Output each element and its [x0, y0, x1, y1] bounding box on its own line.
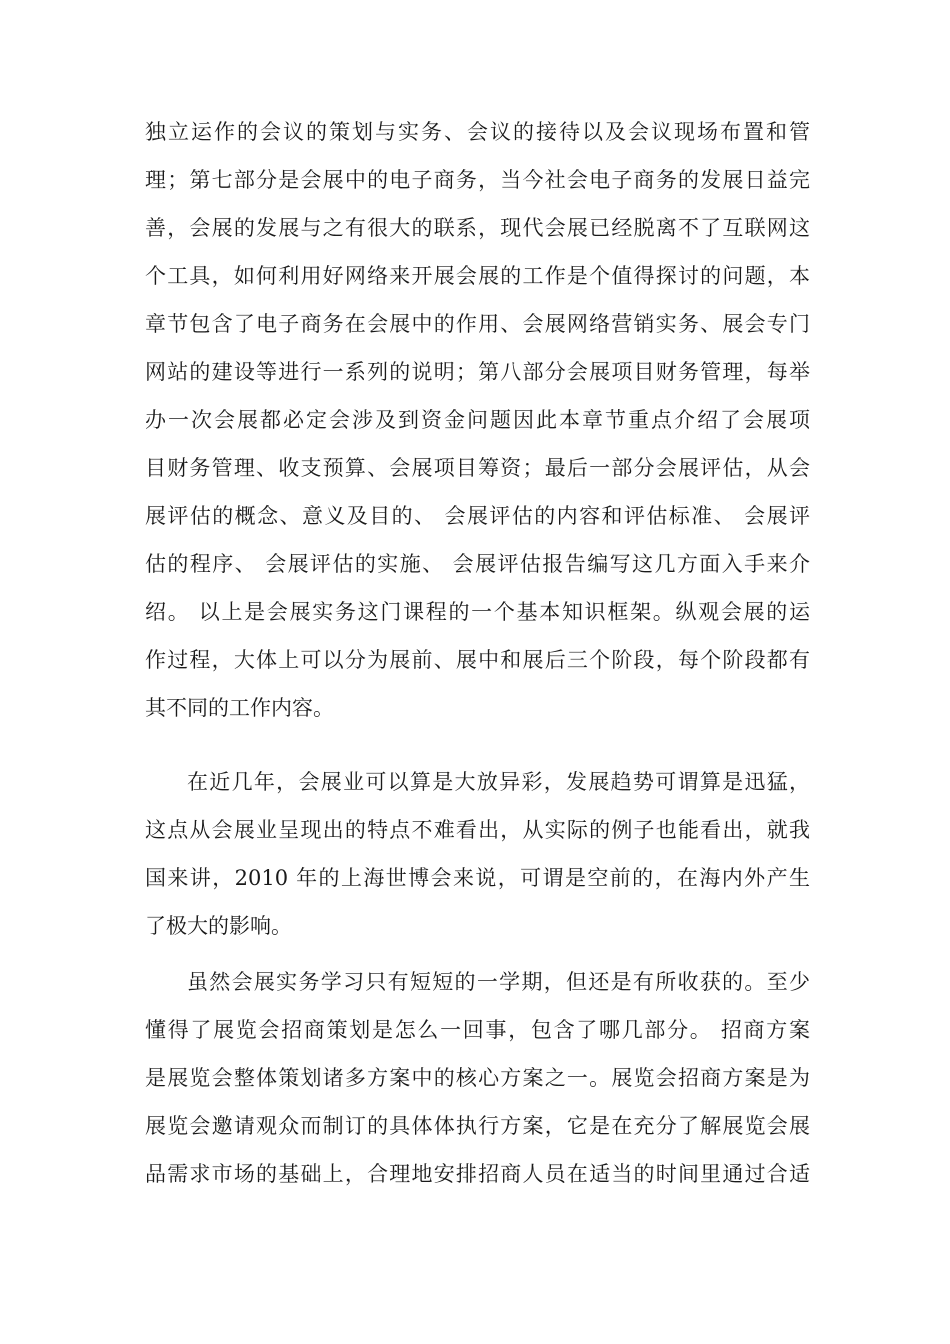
text-line: 理；第七部分是会展中的电子商务，当今社会电子商务的发展日益完 [145, 168, 810, 192]
text-line: 国来讲，2010 年的上海世博会来说，可谓是空前的，在海内外产生 [145, 866, 810, 890]
text-line: 个工具，如何利用好网络来开展会展的工作是个值得探讨的问题，本 [145, 264, 810, 288]
text-line: 估的程序、 会展评估的实施、 会展评估报告编写这几方面入手来介 [145, 552, 810, 576]
text-line: 在近几年，会展业可以算是大放异彩，发展趋势可谓算是迅猛， [187, 770, 810, 794]
text-line: 善，会展的发展与之有很大的联系，现代会展已经脱离不了互联网这 [145, 216, 810, 240]
text-line: 虽然会展实务学习只有短短的一学期，但还是有所收获的。至少 [187, 970, 810, 994]
text-line: 展评估的概念、意义及目的、 会展评估的内容和评估标准、 会展评 [145, 504, 810, 528]
text-line: 品需求市场的基础上，合理地安排招商人员在适当的时间里通过合适 [145, 1162, 810, 1186]
paragraph-3 [145, 958, 810, 1198]
paragraph-2 [145, 758, 810, 950]
text-line: 独立运作的会议的策划与实务、会议的接待以及会议现场布置和管 [145, 120, 810, 144]
text-line: 这点从会展业呈现出的特点不难看出，从实际的例子也能看出，就我 [145, 818, 810, 842]
text-line: 网站的建设等进行一系列的说明；第八部分会展项目财务管理，每举 [145, 360, 810, 384]
text-line: 章节包含了电子商务在会展中的作用、会展网络营销实务、展会专门 [145, 312, 810, 336]
paragraph-1 [145, 108, 810, 732]
text-line: 懂得了展览会招商策划是怎么一回事，包含了哪几部分。 招商方案 [145, 1018, 810, 1042]
text-line: 作过程，大体上可以分为展前、展中和展后三个阶段，每个阶段都有 [145, 648, 810, 672]
text-line: 了极大的影响。 [145, 914, 292, 938]
text-line: 展览会邀请观众而制订的具体体执行方案，它是在充分了解展览会展 [145, 1114, 810, 1138]
text-line: 办一次会展都必定会涉及到资金问题因此本章节重点介绍了会展项 [145, 408, 810, 432]
text-line: 绍。 以上是会展实务这门课程的一个基本知识框架。纵观会展的运 [145, 600, 810, 624]
text-line: 目财务管理、收支预算、会展项目筹资；最后一部分会展评估，从会 [145, 456, 810, 480]
text-line: 其不同的工作内容。 [145, 696, 334, 720]
text-line: 是展览会整体策划诸多方案中的核心方案之一。展览会招商方案是为 [145, 1066, 810, 1090]
